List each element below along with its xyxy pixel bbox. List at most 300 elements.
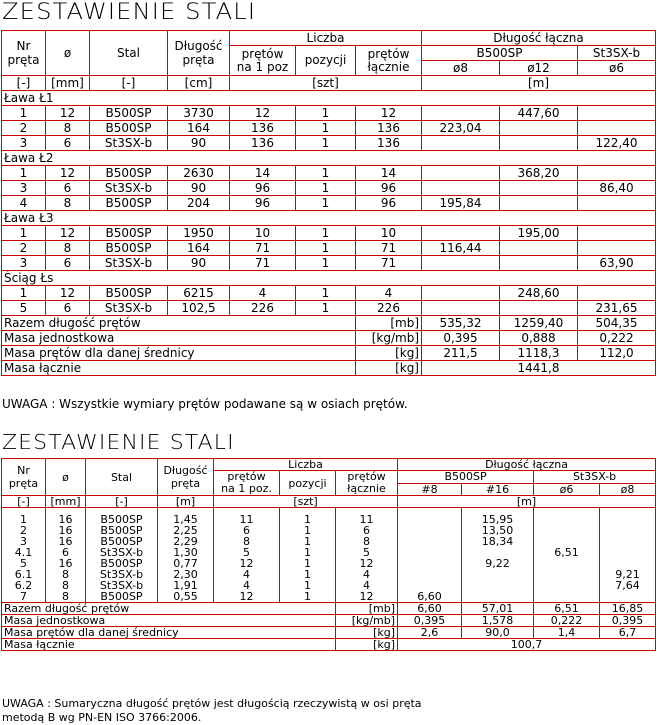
cell-steel: B500SP [90,196,168,211]
cell-length: 164 [168,241,230,256]
summary-total: 1441,8 [422,361,656,376]
summary-value: 6,51 [534,603,600,615]
table-row [2,166,656,181]
header-length: Długość pręta [168,31,230,76]
summary-value: 535,32 [422,316,500,331]
cell-diameter: 6 [46,181,90,196]
summary-unit: [kg/mb] [356,331,422,346]
header-diameter: ø [46,459,86,496]
cell-len-fi8 [422,226,500,241]
cell-len-fi6 [534,569,600,580]
cell-len-fi6 [578,226,656,241]
cell-len-fi12: 447,60 [500,106,578,121]
cell-nr: 1 [2,166,46,181]
summary-value: 1,578 [462,615,534,627]
unit-count: [szt] [230,76,422,91]
cell-length: 1,91 [158,580,214,591]
cell-len-fi6: 6,51 [534,547,600,558]
summary-label: Razem długość prętów [2,603,336,615]
cell-per-pos: 136 [230,121,296,136]
cell-nr: 2 [2,525,46,536]
cell-len-8: 6,60 [398,591,462,603]
cell-len-fi6 [578,241,656,256]
cell-positions: 1 [280,558,336,569]
cell-per-pos: 96 [230,181,296,196]
cell-len-fi6: 122,40 [578,136,656,151]
cell-len-fi12 [500,241,578,256]
steel-table-1 [1,30,656,376]
table-row [2,196,656,211]
summary-value: 504,35 [578,316,656,331]
cell-length: 1,45 [158,514,214,525]
cell-total-bars: 226 [356,301,422,316]
summary-value: 211,5 [422,346,500,361]
header-grade-st3sx: St3SX-b [578,46,656,61]
header-steel: Stal [90,31,168,76]
header-positions: pozycji [280,471,336,496]
cell-positions: 1 [296,241,356,256]
unit-total-length: [m] [398,496,656,508]
cell-diameter: 12 [46,166,90,181]
cell-len-16 [462,569,534,580]
cell-len-fi6 [534,536,600,547]
cell-nr: 5 [2,558,46,569]
cell-len-fi8 [422,301,500,316]
header-nr: Nr pręta [2,31,46,76]
cell-len-fi8: 116,44 [422,241,500,256]
cell-len-fi8 [422,106,500,121]
cell-total-bars: 10 [356,226,422,241]
cell-total-bars: 12 [336,558,398,569]
cell-steel: B500SP [90,241,168,256]
table1-title: ZESTAWIENIE STALI [2,0,257,25]
cell-length: 2,30 [158,569,214,580]
cell-total-bars: 14 [356,166,422,181]
cell-per-pos: 4 [230,286,296,301]
cell-per-pos: 136 [230,136,296,151]
cell-length: 90 [168,136,230,151]
summary-value: 90,0 [462,627,534,639]
cell-positions: 1 [280,536,336,547]
cell-positions: 1 [296,106,356,121]
cell-total-bars: 5 [336,547,398,558]
cell-positions: 1 [296,196,356,211]
cell-steel: B500SP [90,226,168,241]
cell-total-bars: 71 [356,256,422,271]
summary-label: Masa łącznie [2,361,356,376]
summary-value: 0,395 [422,331,500,346]
cell-steel: St3SX-b [90,181,168,196]
cell-per-pos: 71 [230,256,296,271]
cell-diameter: 12 [46,286,90,301]
cell-len-fi6 [578,166,656,181]
cell-per-pos: 4 [214,580,280,591]
cell-diameter: 8 [46,121,90,136]
summary-unit: [kg/mb] [336,615,398,627]
cell-length: 2,29 [158,536,214,547]
table-row [2,569,656,580]
group-label: Ława Ł3 [2,211,656,226]
cell-len-fi6 [534,514,600,525]
header-length: Długość pręta [158,459,214,496]
steel-table-2 [1,458,656,651]
cell-per-pos: 11 [214,514,280,525]
group-label: Ława Ł2 [2,151,656,166]
unit-nr: [-] [2,76,46,91]
summary-unit: [kg] [336,639,398,651]
cell-diameter: 8 [46,591,86,603]
cell-diameter: 16 [46,514,86,525]
cell-per-pos: 8 [214,536,280,547]
cell-nr: 3 [2,536,46,547]
cell-len-fi12 [500,181,578,196]
unit-steel: [-] [86,496,158,508]
cell-diameter: 8 [46,241,90,256]
summary-value: 1259,40 [500,316,578,331]
header-total-bars: prętów łącznie [336,471,398,496]
summary-value: 1118,3 [500,346,578,361]
cell-positions: 1 [296,181,356,196]
unit-total-length: [m] [422,76,656,91]
header-sub-fi6: ø6 [534,483,600,496]
cell-len-8 [398,547,462,558]
cell-length: 0,77 [158,558,214,569]
cell-nr: 3 [2,181,46,196]
cell-len-16 [462,591,534,603]
cell-diameter: 12 [46,226,90,241]
cell-steel: St3SX-b [90,256,168,271]
header-total-length: Długość łączna [422,31,656,46]
summary-value: 112,0 [578,346,656,361]
cell-len-fi8 [422,256,500,271]
cell-per-pos: 12 [214,558,280,569]
summary-row [2,615,656,627]
summary-row [2,361,656,376]
summary-value: 0,222 [534,615,600,627]
cell-per-pos: 71 [230,241,296,256]
table-row [2,256,656,271]
cell-steel: B500SP [90,166,168,181]
table2-title: ZESTAWIENIE STALI [2,430,235,454]
cell-len-fi12 [500,256,578,271]
cell-nr: 6.2 [2,580,46,591]
header-sub-16: #16 [462,483,534,496]
cell-len-8 [398,580,462,591]
table-row [2,181,656,196]
cell-diameter: 12 [46,106,90,121]
cell-positions: 1 [296,166,356,181]
cell-nr: 1 [2,226,46,241]
cell-steel: B500SP [86,558,158,569]
cell-length: 90 [168,256,230,271]
cell-positions: 1 [280,547,336,558]
cell-diameter: 16 [46,558,86,569]
table-row [2,591,656,603]
cell-positions: 1 [280,525,336,536]
cell-total-bars: 12 [356,106,422,121]
cell-steel: B500SP [86,536,158,547]
summary-row [2,346,656,361]
cell-len-fi8: 9,21 [600,569,656,580]
note-2 [2,697,422,725]
cell-diameter: 6 [46,301,90,316]
summary-label: Masa jednostkowa [2,615,336,627]
cell-total-bars: 4 [356,286,422,301]
header-count: Liczba [230,31,422,46]
summary-value: 0,395 [600,615,656,627]
cell-positions: 1 [280,569,336,580]
table-row [2,121,656,136]
table-row [2,106,656,121]
header-sub-fi6: ø6 [578,61,656,76]
summary-row [2,316,656,331]
cell-positions: 1 [296,121,356,136]
header-positions: pozycji [296,46,356,76]
cell-total-bars: 6 [336,525,398,536]
cell-nr: 3 [2,256,46,271]
cell-len-fi6 [578,121,656,136]
cell-steel: St3SX-b [90,301,168,316]
cell-diameter: 6 [46,547,86,558]
cell-per-pos: 4 [214,569,280,580]
header-grade-b500sp: B500SP [398,471,534,484]
header-steel: Stal [86,459,158,496]
cell-len-fi8 [600,558,656,569]
summary-row [2,331,656,346]
cell-nr: 1 [2,514,46,525]
header-count: Liczba [214,459,398,471]
group-label: Ściąg Łs [2,271,656,286]
cell-total-bars: 96 [356,181,422,196]
cell-steel: B500SP [86,514,158,525]
cell-steel: St3SX-b [86,547,158,558]
cell-diameter: 8 [46,569,86,580]
summary-unit: [kg] [356,361,422,376]
note-2-line-2: metodą B wg PN-EN ISO 3766:2006. [2,711,202,724]
cell-len-16: 18,34 [462,536,534,547]
summary-value: 0,888 [500,331,578,346]
cell-nr: 5 [2,301,46,316]
cell-len-8 [398,514,462,525]
cell-nr: 3 [2,136,46,151]
summary-label: Masa prętów dla danej średnicy [2,627,336,639]
unit-steel: [-] [90,76,168,91]
summary-label: Razem długość prętów [2,316,356,331]
cell-length: 1950 [168,226,230,241]
cell-per-pos: 226 [230,301,296,316]
header-nr: Nr pręta [2,459,46,496]
summary-row [2,627,656,639]
cell-length: 204 [168,196,230,211]
cell-len-fi8 [422,181,500,196]
cell-total-bars: 136 [356,136,422,151]
cell-steel: St3SX-b [86,580,158,591]
table-row [2,136,656,151]
cell-len-fi6 [534,558,600,569]
header-per-pos: prętów na 1 poz. [214,471,280,496]
cell-len-fi6 [578,196,656,211]
cell-len-fi8 [422,286,500,301]
cell-positions: 1 [280,514,336,525]
cell-per-pos: 12 [214,591,280,603]
table-row [2,558,656,569]
table-row [2,286,656,301]
summary-value: 0,222 [578,331,656,346]
cell-len-fi8 [600,547,656,558]
table-row [2,514,656,525]
cell-len-fi12 [500,301,578,316]
cell-len-16 [462,580,534,591]
header-sub-fi12: ø12 [500,61,578,76]
cell-total-bars: 71 [356,241,422,256]
cell-len-16: 15,95 [462,514,534,525]
cell-len-8 [398,536,462,547]
cell-positions: 1 [296,286,356,301]
summary-value: 0,395 [398,615,462,627]
header-sub-8: #8 [398,483,462,496]
cell-len-fi8: 195,84 [422,196,500,211]
header-diameter: ø [46,31,90,76]
note-1: UWAGA : Wszystkie wymiary prętów podawane są w osiach prętów. [2,397,408,411]
cell-len-fi12 [500,121,578,136]
header-sub-fi8: ø8 [600,483,656,496]
cell-steel: B500SP [90,106,168,121]
cell-positions: 1 [296,226,356,241]
cell-positions: 1 [296,136,356,151]
cell-len-fi6: 231,65 [578,301,656,316]
cell-per-pos: 96 [230,196,296,211]
unit-diameter: [mm] [46,496,86,508]
cell-len-fi8 [600,514,656,525]
cell-len-fi8: 223,04 [422,121,500,136]
cell-len-fi6: 63,90 [578,256,656,271]
cell-len-fi6: 86,40 [578,181,656,196]
cell-length: 2,25 [158,525,214,536]
cell-len-fi8 [600,536,656,547]
unit-diameter: [mm] [46,76,90,91]
cell-len-fi8 [600,525,656,536]
cell-nr: 7 [2,591,46,603]
cell-nr: 4.1 [2,547,46,558]
summary-unit: [mb] [336,603,398,615]
cell-diameter: 16 [46,536,86,547]
note-2-line-1: UWAGA : Sumaryczna długość prętów jest długością rzeczywistą w osi pręta [2,697,422,710]
summary-label: Masa jednostkowa [2,331,356,346]
cell-len-fi6 [578,106,656,121]
table-row [2,241,656,256]
cell-total-bars: 4 [336,569,398,580]
cell-len-fi12: 195,00 [500,226,578,241]
cell-length: 2630 [168,166,230,181]
cell-positions: 1 [296,256,356,271]
cell-len-fi6 [534,525,600,536]
cell-len-fi8 [600,591,656,603]
cell-steel: St3SX-b [90,136,168,151]
summary-label: Masa prętów dla danej średnicy [2,346,356,361]
cell-total-bars: 4 [336,580,398,591]
cell-positions: 1 [280,580,336,591]
cell-steel: B500SP [86,591,158,603]
cell-per-pos: 12 [230,106,296,121]
cell-nr: 1 [2,106,46,121]
group-label: Ława Ł1 [2,91,656,106]
cell-per-pos: 5 [214,547,280,558]
cell-total-bars: 136 [356,121,422,136]
table-row [2,226,656,241]
header-per-pos: prętów na 1 poz [230,46,296,76]
cell-length: 3730 [168,106,230,121]
cell-length: 6215 [168,286,230,301]
cell-diameter: 6 [46,256,90,271]
unit-nr: [-] [2,496,46,508]
cell-len-fi6 [534,591,600,603]
summary-unit: [kg] [356,346,422,361]
cell-per-pos: 10 [230,226,296,241]
cell-length: 1,30 [158,547,214,558]
header-grade-b500sp: B500SP [422,46,578,61]
unit-length: [cm] [168,76,230,91]
cell-per-pos: 14 [230,166,296,181]
cell-length: 0,55 [158,591,214,603]
cell-len-fi6 [578,286,656,301]
cell-len-16: 13,50 [462,525,534,536]
header-grade-st3sx: St3SX-b [534,471,656,484]
cell-len-8 [398,525,462,536]
cell-len-fi6 [534,580,600,591]
cell-length: 102,5 [168,301,230,316]
summary-row [2,639,656,651]
cell-total-bars: 12 [336,591,398,603]
summary-value: 16,85 [600,603,656,615]
header-total-bars: prętów łącznie [356,46,422,76]
table-row [2,301,656,316]
header-sub-fi8: ø8 [422,61,500,76]
cell-positions: 1 [296,301,356,316]
cell-total-bars: 96 [356,196,422,211]
cell-steel: B500SP [90,121,168,136]
cell-length: 90 [168,181,230,196]
table-row [2,547,656,558]
summary-value: 6,7 [600,627,656,639]
cell-nr: 1 [2,286,46,301]
cell-len-fi12: 368,20 [500,166,578,181]
cell-len-fi12 [500,136,578,151]
summary-value: 57,01 [462,603,534,615]
cell-steel: B500SP [90,286,168,301]
cell-len-8 [398,569,462,580]
cell-total-bars: 8 [336,536,398,547]
cell-nr: 2 [2,121,46,136]
summary-row [2,603,656,615]
summary-value: 1,4 [534,627,600,639]
cell-total-bars: 11 [336,514,398,525]
summary-unit: [mb] [356,316,422,331]
cell-diameter: 8 [46,580,86,591]
cell-length: 164 [168,121,230,136]
cell-len-16 [462,547,534,558]
cell-nr: 4 [2,196,46,211]
cell-diameter: 8 [46,196,90,211]
cell-len-fi8: 7,64 [600,580,656,591]
cell-per-pos: 6 [214,525,280,536]
cell-len-fi8 [422,136,500,151]
cell-len-8 [398,558,462,569]
table-row [2,525,656,536]
summary-total: 100,7 [398,639,656,651]
table-row [2,536,656,547]
summary-value: 2,6 [398,627,462,639]
cell-nr: 6.1 [2,569,46,580]
